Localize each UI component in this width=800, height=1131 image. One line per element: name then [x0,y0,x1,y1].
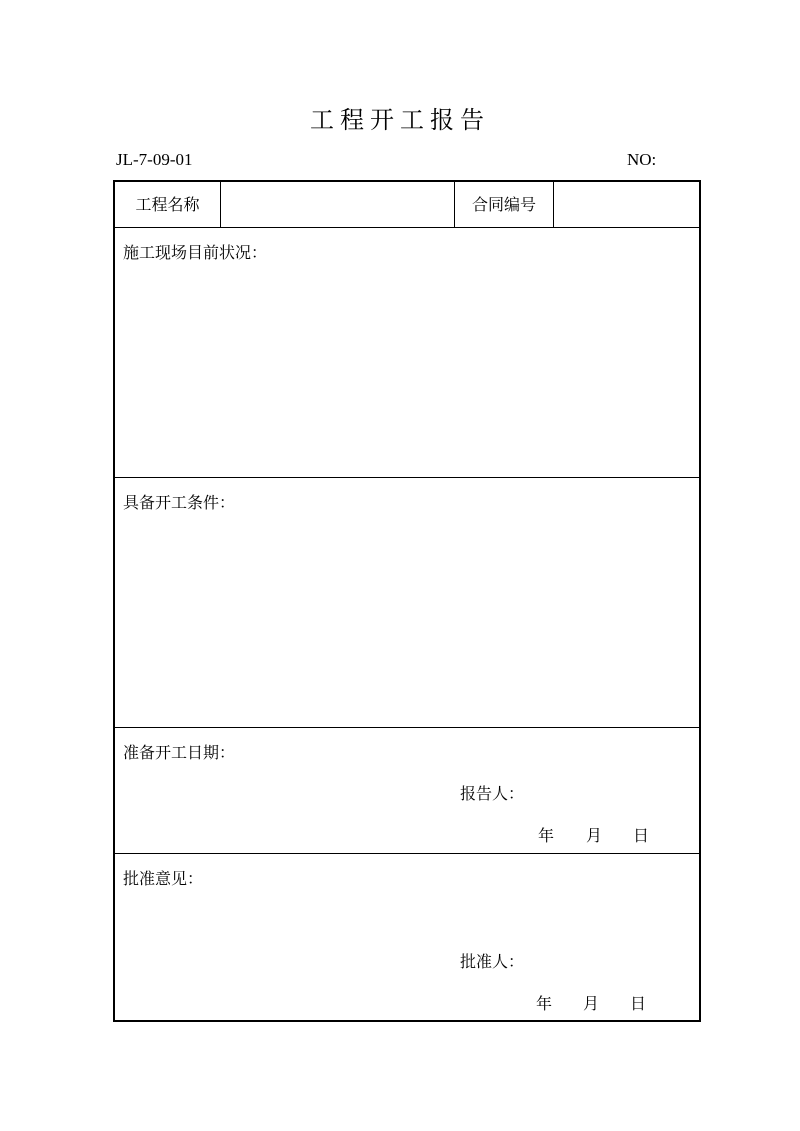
report-date-year: 年 [538,826,555,845]
approval-date-year: 年 [536,994,553,1013]
project-name-field[interactable] [221,182,455,227]
reporter-label: 报告人： [460,784,525,803]
report-date-day: 日 [633,826,650,845]
approval-date-day: 日 [630,994,647,1013]
approval-date-month: 月 [583,994,600,1013]
approver-label: 批准人： [460,952,525,971]
report-form-table [113,180,701,1022]
site-status-section[interactable] [115,228,699,478]
project-info-row [115,182,699,228]
start-conditions-section[interactable] [115,478,699,728]
report-date-month: 月 [586,826,603,845]
planned-start-date-label: 准备开工日期： [123,743,236,762]
project-name-label: 工程名称 [115,182,221,227]
form-number-label: NO: [627,150,657,169]
page-title: 工程开工报告 [310,106,490,134]
contract-number-label: 合同编号 [455,182,554,227]
approval-opinion-label: 批准意见： [123,869,204,888]
site-status-label: 施工现场目前状况： [123,243,268,262]
contract-number-field[interactable] [554,182,699,227]
approval-section[interactable] [115,854,699,1022]
form-code: JL-7-09-01 [116,150,193,169]
start-conditions-label: 具备开工条件： [123,493,236,512]
planned-start-section[interactable] [115,728,699,854]
